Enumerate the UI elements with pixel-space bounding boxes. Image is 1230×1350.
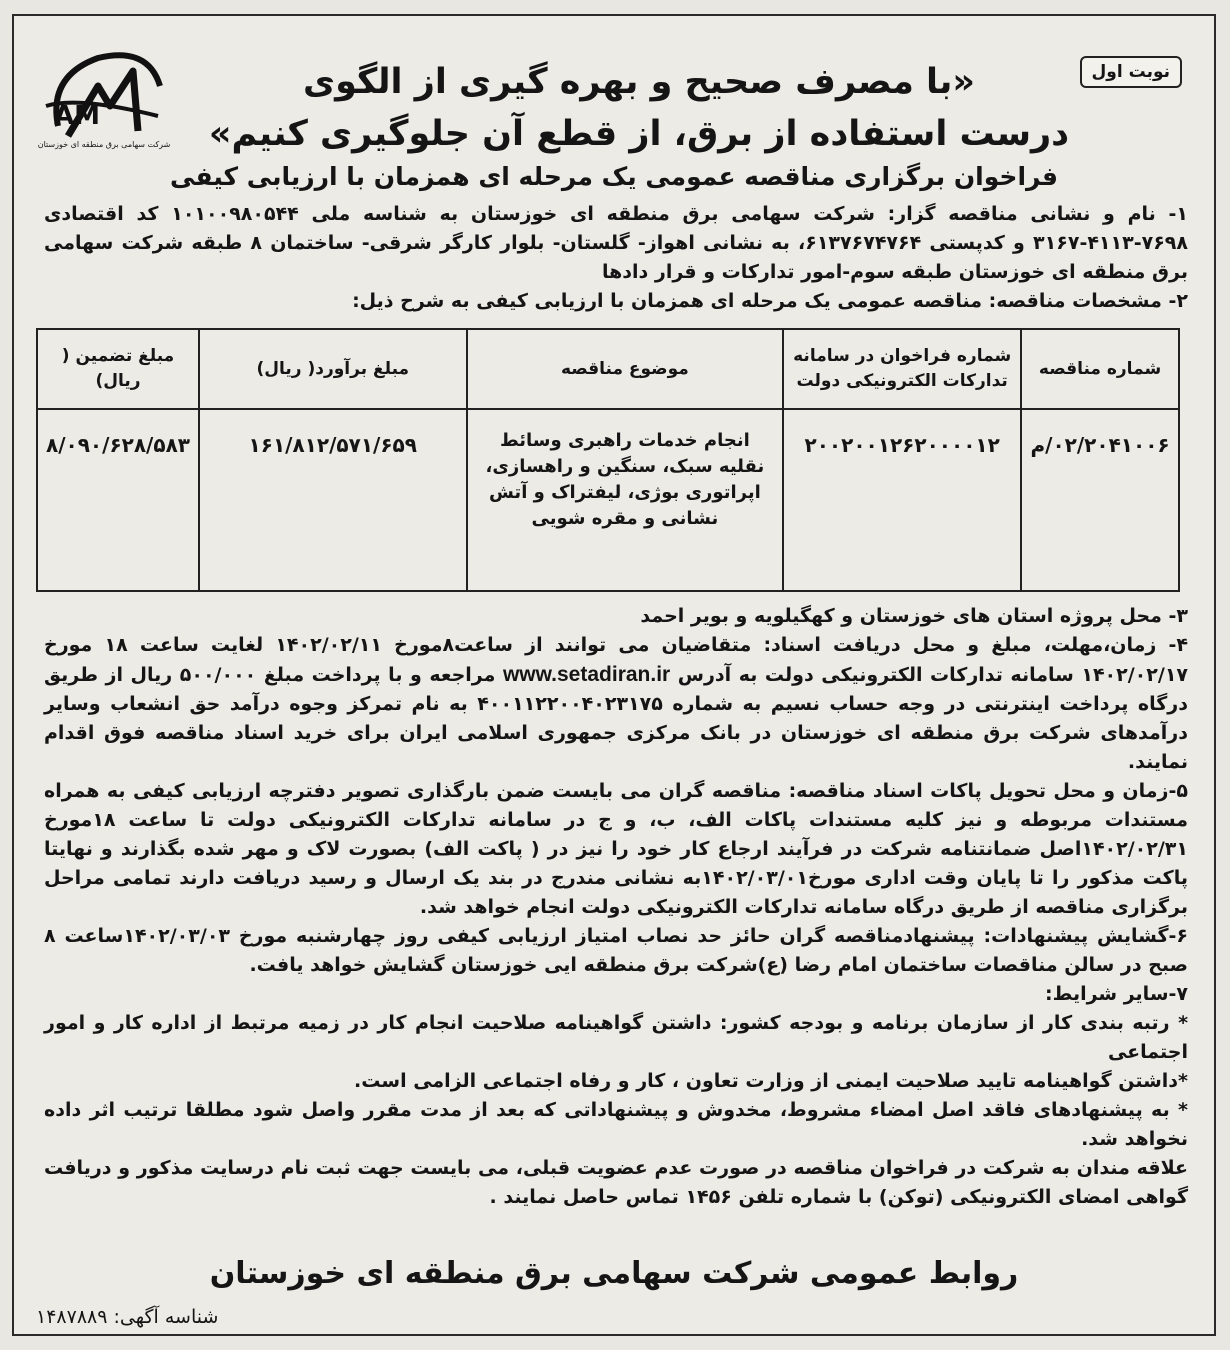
- condition-bullet-1: * رتبه بندی کار از سازمان برنامه و بودجه کشور: داشتن گواهینامه صلاحیت انجام کار در زمیه مرتبط از اداره کار و امور اجتماعی: [44, 1012, 1188, 1063]
- section-4: [44, 631, 1188, 777]
- tender-table: [36, 328, 1180, 592]
- slogan-line-2: درست استفاده از برق، از قطع آن جلوگیری کنیم»: [208, 114, 1070, 154]
- section-1: ۱- نام و نشانی مناقصه گزار: شرکت سهامی برق منطقه ای خوزستان به شناسه ملی ۱۰۱۰۰۹۸۰۵۴۴ کد اقتصادی ۷۶۹۸-۴۱۱۳-۳۱۶۷ و کدپستی ۶۱۳۷۶۷۴۷۶۴، به نشانی اهواز- گلستان- بلوار کارگر شرقی- ساختمان ۸ طبقه شرکت سهامی برق منطقه ای خوزستان طبقه سوم-امور تدارکات و قرار دادها: [44, 203, 1189, 283]
- tender-table-header: [37, 329, 1179, 409]
- slogan: [184, 56, 1094, 160]
- col-guarantee: مبلغ تضمین ( ریال): [37, 329, 199, 409]
- closing-paragraph: علاقه مندان به شرکت در فراخوان مناقصه در صورت عدم عضویت قبلی، می بایست جهت ثبت نام درسایت مذکور و دریافت گواهی امضای الکترونیکی (توکن) با شماره تلفن ۱۴۵۶ تماس حاصل نمایند .: [44, 1157, 1188, 1208]
- section-3: ۳- محل پروژه استان های خوزستان و کهگیلویه و بویر احمد: [640, 605, 1188, 627]
- col-tender-number: شماره مناقصه: [1021, 329, 1179, 409]
- section-4-part-a: ۴- زمان،مهلت، مبلغ و محل دریافت اسناد: متقاضیان می توانند از ساعت۸مورخ ۱۴۰۲/۰۲/۱۱ لغایت ساعت ۱۸ مورخ ۱۴۰۲/۰۲/۱۷ سامانه تدارکات الکترونیکی دولت به آدرس: [44, 634, 1189, 686]
- ad-identifier: شناسه آگهی: ۱۴۸۷۸۸۹: [36, 1306, 219, 1328]
- section-2: ۲- مشخصات مناقصه: مناقصه عمومی یک مرحله ای همزمان با ارزیابی کیفی به شرح ذیل:: [352, 290, 1188, 312]
- section-6: ۶-گشایش پیشنهادات: پیشنهادمناقصه گران حائز حد نصاب امتیاز ارزیابی کیفی روز چهارشنبه مورخ ۱۴۰۲/۰۳/۰۳ساعت ۸ صبح در سالن مناقصات ساختمان امام رضا (ع)شرکت برق منطقه ایی خوزستان گشایش خواهد یافت.: [44, 925, 1188, 976]
- cell-call-number: ۲۰۰۲۰۰۱۲۶۲۰۰۰۰۱۲: [783, 409, 1021, 591]
- cell-guarantee: ۸/۰۹۰/۶۲۸/۵۸۳: [37, 409, 199, 591]
- condition-bullet-2: *داشتن گواهینامه تایید صلاحیت ایمنی از وزارت تعاون ، کار و رفاه اجتماعی الزامی است.: [354, 1070, 1188, 1092]
- cell-tender-number: ۰۲/۲۰۴۱۰۰۶/م: [1021, 409, 1179, 591]
- table-row: [37, 409, 1179, 591]
- section-5: ۵-زمان و محل تحویل پاکات اسناد مناقصه: مناقصه گران می بایست ضمن بارگذاری تصویر دفترچه ارزیابی کیفی به همراه مستندات مربوطه و نیز کلیه مستندات پاکات الف، ب، و ج در سامانه تدارکات الکترونیکی دولت تا ساعت ۱۸مورخ ۱۴۰۲/۰۲/۳۱اصل ضمانتنامه شرکت در فرآیند ارجاع کار خود را نیز در ( پاکت الف) بصورت لاک و مهر شده بگذارند و نهایتا پاکت مذکور را تا پایان وقت اداری مورخ۱۴۰۲/۰۳/۰۱به نشانی مندرج در بند یک ارسال و رسید دریافت دارند تمامی مراحل برگزاری مناقصه از طریق درگاه سامانه تدارکات الکترونیکی دولت انجام خواهد شد.: [44, 780, 1188, 918]
- publication-round-badge: نوبت اول: [1080, 56, 1182, 88]
- section-4-part-b: مراجعه و با پرداخت مبلغ ۵۰۰/۰۰۰ ریال از طریق درگاه پرداخت اینترنتی در وجه حساب نسیم به شماره ۴۰۰۱۱۲۲۰۰۴۰۲۳۱۷۵ به نام تمرکز وجوه درآمد حق انشعاب وسایر درآمدهای شرکت برق منطقه ای خوزستان در بانک مرکزی جمهوری اسلامی ایران برای خرید اسناد مناقصه فوق اقدام نمایند.: [44, 664, 1188, 773]
- logo-caption: شرکت سهامی برق منطقه ای خوزستان: [37, 140, 171, 149]
- footer-organization: روابط عمومی شرکت سهامی برق منطقه ای خوزستان: [209, 1256, 1019, 1291]
- section-7: ۷-سایر شرایط:: [1045, 983, 1188, 1005]
- website-link[interactable]: www.setadiran.ir: [502, 663, 671, 686]
- condition-bullet-3: * به پیشنهادهای فاقد اصل امضاء مشروط، مخدوش و پیشنهاداتی که بعد از مدت مقرر واصل شود مطلقا ترتیب اثر داده نخواهد شد.: [44, 1099, 1188, 1150]
- slogan-line-1: «با مصرف صحیح و بهره گیری از الگوی: [303, 62, 975, 102]
- notice-headline: فراخوان برگزاری مناقصه عمومی یک مرحله ای همزمان با ارزیابی کیفی: [170, 162, 1058, 191]
- tender-notice: [12, 14, 1216, 1336]
- col-call-number: شماره فراخوان در سامانه تدارکات الکترونیکی دولت: [783, 329, 1021, 409]
- logo-mark: AM: [54, 101, 100, 131]
- col-estimate: مبلغ برآورد( ریال): [199, 329, 467, 409]
- col-subject: موضوع مناقصه: [467, 329, 784, 409]
- cell-subject: انجام خدمات راهبری وسائط نقلیه سبک، سنگین و راهسازی، اپراتوری بوژی، لیفتراک و آتش نشانی و مقره شویی: [467, 409, 784, 591]
- notice-body: [44, 200, 1188, 1212]
- cell-estimate: ۱۶۱/۸۱۲/۵۷۱/۶۵۹: [199, 409, 467, 591]
